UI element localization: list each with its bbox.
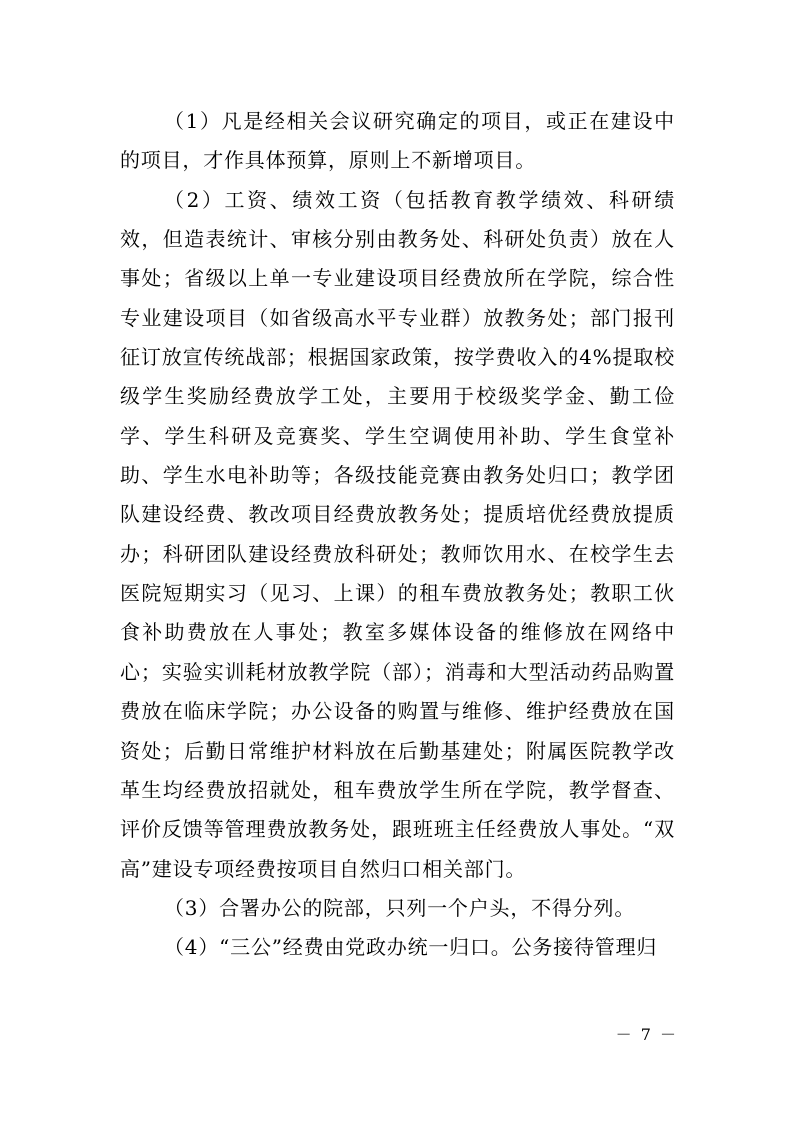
paragraph-item-3: （3）合署办公的院部，只列一个户头，不得分列。 — [164, 895, 636, 920]
paragraph-item-2: （2）工资、绩效工资（包括教育教学绩效、科研绩效，但造表统计、审核分别由教务处、科研处负责）放在人事处；省级以上单一专业建设项目经费放所在学院，综合性专业建设项目（如省级高水平专业群）放教务处；部门报刊征订放宣传统战部；根据国家政策，按学费收入的4%提取校级学生奖励经费放学工处，主要用于校级奖学金、勤工俭学、学生科研及竞赛奖、学生空调使用补助、学生食堂补助、学生水电补助等；各级技能竞赛由教务处归口；教学团队建设经费、教改项目经费放教务处；提质培优经费放提质办；科研团队建设经费放科研处；教师饮用水、在校学生去医院短期实习（见习、上课）的租车费放教务处；教职工伙食补助费放在人事处；教室多媒体设备的维修放在网络中心；实验实训耗材放教学院（部）；消毒和大型活动药品购置费放在临床学院；办公设备的购置与维修、维护经费放在国资处；后勤日常维护材料放在后勤基建处；附属医院教学改革生均经费放招就处，租车费放学生所在学院，教学督查、评价反馈等管理费放教务处，跟班班主任经费放人事处。“双高”建设专项经费按项目自然归口相关部门。 — [120, 187, 675, 881]
paragraph-item-1: （1）凡是经相关会议研究确定的项目，或正在建设中的项目，才作具体预算，原则上不新增项目。 — [120, 109, 675, 173]
paragraph-item-4: （4）“三公”经费由党政办统一归口。公务接待管理归 — [164, 935, 658, 960]
page-number: － 7 － — [615, 1025, 678, 1044]
document-body — [120, 102, 675, 968]
